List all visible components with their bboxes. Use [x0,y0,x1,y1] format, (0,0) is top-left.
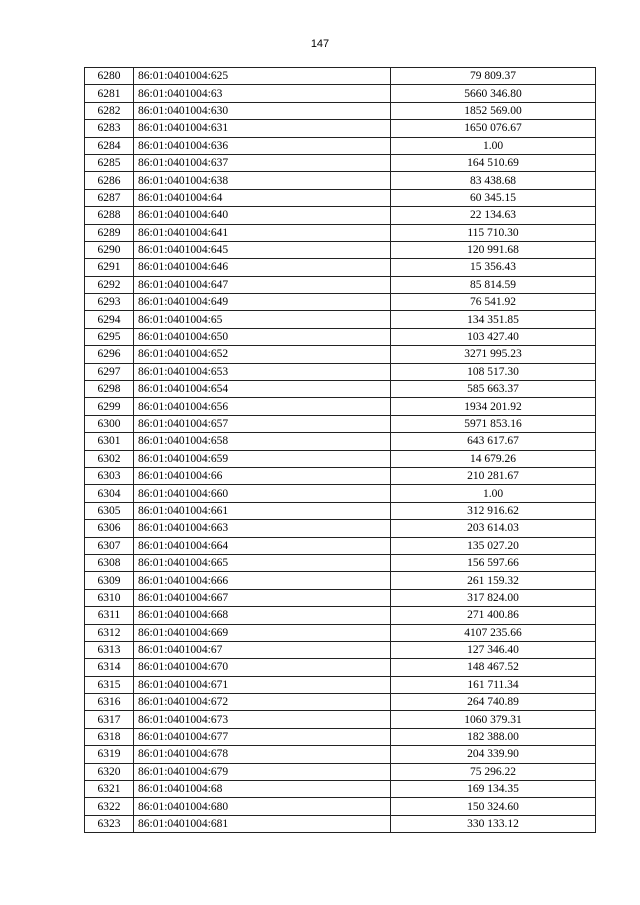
cadastral-value-cell: 164 510.69 [391,154,596,171]
cadastral-number-cell: 86:01:0401004:654 [134,381,391,398]
cadastral-value-cell: 312 916.62 [391,502,596,519]
table-row [85,276,596,293]
table-row [85,659,596,676]
row-number-cell: 6304 [85,485,134,502]
cadastral-number-cell: 86:01:0401004:631 [134,120,391,137]
cadastral-number-cell: 86:01:0401004:673 [134,711,391,728]
row-number-cell: 6289 [85,224,134,241]
row-number-cell: 6281 [85,85,134,102]
row-number-cell: 6297 [85,363,134,380]
cadastral-number-cell: 86:01:0401004:64 [134,189,391,206]
table-row [85,241,596,258]
table-row [85,746,596,763]
row-number-cell: 6285 [85,154,134,171]
cadastral-number-cell: 86:01:0401004:672 [134,694,391,711]
cadastral-value-cell: 134 351.85 [391,311,596,328]
cadastral-value-cell: 83 438.68 [391,172,596,189]
table-row [85,85,596,102]
cadastral-number-cell: 86:01:0401004:636 [134,137,391,154]
cadastral-value-cell: 161 711.34 [391,676,596,693]
table-row [85,259,596,276]
cadastral-number-cell: 86:01:0401004:656 [134,398,391,415]
cadastral-value-cell: 14 679.26 [391,450,596,467]
cadastral-value-cell: 3271 995.23 [391,346,596,363]
cadastral-value-cell: 60 345.15 [391,189,596,206]
row-number-cell: 6314 [85,659,134,676]
cadastral-value-cell: 22 134.63 [391,207,596,224]
cadastral-value-cell: 103 427.40 [391,328,596,345]
table-row [85,154,596,171]
cadastral-value-cell: 115 710.30 [391,224,596,241]
row-number-cell: 6293 [85,294,134,311]
cadastral-number-cell: 86:01:0401004:677 [134,728,391,745]
row-number-cell: 6301 [85,433,134,450]
cadastral-number-cell: 86:01:0401004:661 [134,502,391,519]
cadastral-number-cell: 86:01:0401004:669 [134,624,391,641]
row-number-cell: 6295 [85,328,134,345]
cadastral-number-cell: 86:01:0401004:670 [134,659,391,676]
row-number-cell: 6308 [85,554,134,571]
cadastral-value-cell: 1650 076.67 [391,120,596,137]
cadastral-number-cell: 86:01:0401004:645 [134,241,391,258]
cadastral-value-cell: 150 324.60 [391,798,596,815]
row-number-cell: 6316 [85,694,134,711]
row-number-cell: 6319 [85,746,134,763]
row-number-cell: 6283 [85,120,134,137]
cadastral-number-cell: 86:01:0401004:653 [134,363,391,380]
cadastral-number-cell: 86:01:0401004:668 [134,607,391,624]
cadastral-value-cell: 1934 201.92 [391,398,596,415]
cadastral-value-cell: 148 467.52 [391,659,596,676]
table-row [85,189,596,206]
table-row [85,485,596,502]
cadastral-value-cell: 79 809.37 [391,68,596,85]
row-number-cell: 6296 [85,346,134,363]
table-row [85,207,596,224]
table-row [85,589,596,606]
table-row [85,120,596,137]
cadastral-value-cell: 135 027.20 [391,537,596,554]
cadastral-number-cell: 86:01:0401004:641 [134,224,391,241]
row-number-cell: 6310 [85,589,134,606]
table-row [85,711,596,728]
row-number-cell: 6303 [85,467,134,484]
table-row [85,102,596,119]
cadastral-value-table [84,67,596,833]
table-row [85,607,596,624]
cadastral-value-cell: 5971 853.16 [391,415,596,432]
row-number-cell: 6292 [85,276,134,293]
table-row [85,415,596,432]
cadastral-number-cell: 86:01:0401004:647 [134,276,391,293]
table-row [85,137,596,154]
row-number-cell: 6284 [85,137,134,154]
table-row [85,520,596,537]
cadastral-value-cell: 5660 346.80 [391,85,596,102]
cadastral-number-cell: 86:01:0401004:66 [134,467,391,484]
table-row [85,381,596,398]
row-number-cell: 6322 [85,798,134,815]
row-number-cell: 6306 [85,520,134,537]
row-number-cell: 6291 [85,259,134,276]
table-row [85,363,596,380]
table-row [85,467,596,484]
table-row [85,68,596,85]
cadastral-number-cell: 86:01:0401004:680 [134,798,391,815]
row-number-cell: 6313 [85,641,134,658]
table-row [85,694,596,711]
cadastral-value-cell: 1852 569.00 [391,102,596,119]
table-body [85,68,596,833]
cadastral-value-cell: 271 400.86 [391,607,596,624]
row-number-cell: 6307 [85,537,134,554]
table-row [85,311,596,328]
cadastral-value-cell: 85 814.59 [391,276,596,293]
row-number-cell: 6282 [85,102,134,119]
table-row [85,554,596,571]
cadastral-value-cell: 1.00 [391,137,596,154]
cadastral-number-cell: 86:01:0401004:658 [134,433,391,450]
cadastral-value-cell: 261 159.32 [391,572,596,589]
table-row [85,294,596,311]
cadastral-number-cell: 86:01:0401004:67 [134,641,391,658]
row-number-cell: 6320 [85,763,134,780]
cadastral-value-cell: 203 614.03 [391,520,596,537]
row-number-cell: 6286 [85,172,134,189]
cadastral-number-cell: 86:01:0401004:679 [134,763,391,780]
table-row [85,224,596,241]
cadastral-number-cell: 86:01:0401004:652 [134,346,391,363]
table-row [85,815,596,832]
cadastral-value-cell: 1060 379.31 [391,711,596,728]
row-number-cell: 6288 [85,207,134,224]
row-number-cell: 6287 [85,189,134,206]
row-number-cell: 6309 [85,572,134,589]
cadastral-value-cell: 76 541.92 [391,294,596,311]
row-number-cell: 6300 [85,415,134,432]
cadastral-number-cell: 86:01:0401004:68 [134,781,391,798]
table-row [85,763,596,780]
cadastral-number-cell: 86:01:0401004:678 [134,746,391,763]
row-number-cell: 6321 [85,781,134,798]
cadastral-value-cell: 204 339.90 [391,746,596,763]
table-row [85,624,596,641]
cadastral-number-cell: 86:01:0401004:663 [134,520,391,537]
cadastral-number-cell: 86:01:0401004:666 [134,572,391,589]
cadastral-value-cell: 120 991.68 [391,241,596,258]
cadastral-number-cell: 86:01:0401004:650 [134,328,391,345]
cadastral-value-cell: 1.00 [391,485,596,502]
cadastral-number-cell: 86:01:0401004:671 [134,676,391,693]
cadastral-number-cell: 86:01:0401004:646 [134,259,391,276]
cadastral-number-cell: 86:01:0401004:630 [134,102,391,119]
cadastral-value-cell: 127 346.40 [391,641,596,658]
row-number-cell: 6312 [85,624,134,641]
table-row [85,572,596,589]
row-number-cell: 6323 [85,815,134,832]
cadastral-value-cell: 317 824.00 [391,589,596,606]
cadastral-number-cell: 86:01:0401004:665 [134,554,391,571]
cadastral-number-cell: 86:01:0401004:657 [134,415,391,432]
cadastral-number-cell: 86:01:0401004:640 [134,207,391,224]
row-number-cell: 6299 [85,398,134,415]
cadastral-number-cell: 86:01:0401004:625 [134,68,391,85]
table-row [85,502,596,519]
table-row [85,328,596,345]
table-row [85,537,596,554]
cadastral-value-cell: 169 134.35 [391,781,596,798]
cadastral-number-cell: 86:01:0401004:681 [134,815,391,832]
cadastral-number-cell: 86:01:0401004:667 [134,589,391,606]
table-row [85,172,596,189]
row-number-cell: 6315 [85,676,134,693]
row-number-cell: 6302 [85,450,134,467]
table-row [85,641,596,658]
table-row [85,676,596,693]
cadastral-value-cell: 210 281.67 [391,467,596,484]
cadastral-value-cell: 182 388.00 [391,728,596,745]
cadastral-number-cell: 86:01:0401004:649 [134,294,391,311]
table-row [85,450,596,467]
cadastral-value-cell: 585 663.37 [391,381,596,398]
row-number-cell: 6280 [85,68,134,85]
cadastral-number-cell: 86:01:0401004:637 [134,154,391,171]
table-row [85,346,596,363]
table-row [85,398,596,415]
cadastral-value-cell: 643 617.67 [391,433,596,450]
cadastral-value-cell: 4107 235.66 [391,624,596,641]
cadastral-number-cell: 86:01:0401004:664 [134,537,391,554]
cadastral-number-cell: 86:01:0401004:65 [134,311,391,328]
cadastral-value-cell: 330 133.12 [391,815,596,832]
row-number-cell: 6311 [85,607,134,624]
row-number-cell: 6317 [85,711,134,728]
cadastral-number-cell: 86:01:0401004:638 [134,172,391,189]
row-number-cell: 6305 [85,502,134,519]
cadastral-value-cell: 15 356.43 [391,259,596,276]
row-number-cell: 6294 [85,311,134,328]
cadastral-number-cell: 86:01:0401004:63 [134,85,391,102]
cadastral-value-cell: 108 517.30 [391,363,596,380]
cadastral-value-cell: 264 740.89 [391,694,596,711]
cadastral-value-cell: 156 597.66 [391,554,596,571]
cadastral-number-cell: 86:01:0401004:659 [134,450,391,467]
row-number-cell: 6318 [85,728,134,745]
table-row [85,798,596,815]
cadastral-number-cell: 86:01:0401004:660 [134,485,391,502]
row-number-cell: 6298 [85,381,134,398]
table-row [85,433,596,450]
cadastral-value-cell: 75 296.22 [391,763,596,780]
page-number: 147 [310,38,330,50]
table-row [85,781,596,798]
table-row [85,728,596,745]
row-number-cell: 6290 [85,241,134,258]
